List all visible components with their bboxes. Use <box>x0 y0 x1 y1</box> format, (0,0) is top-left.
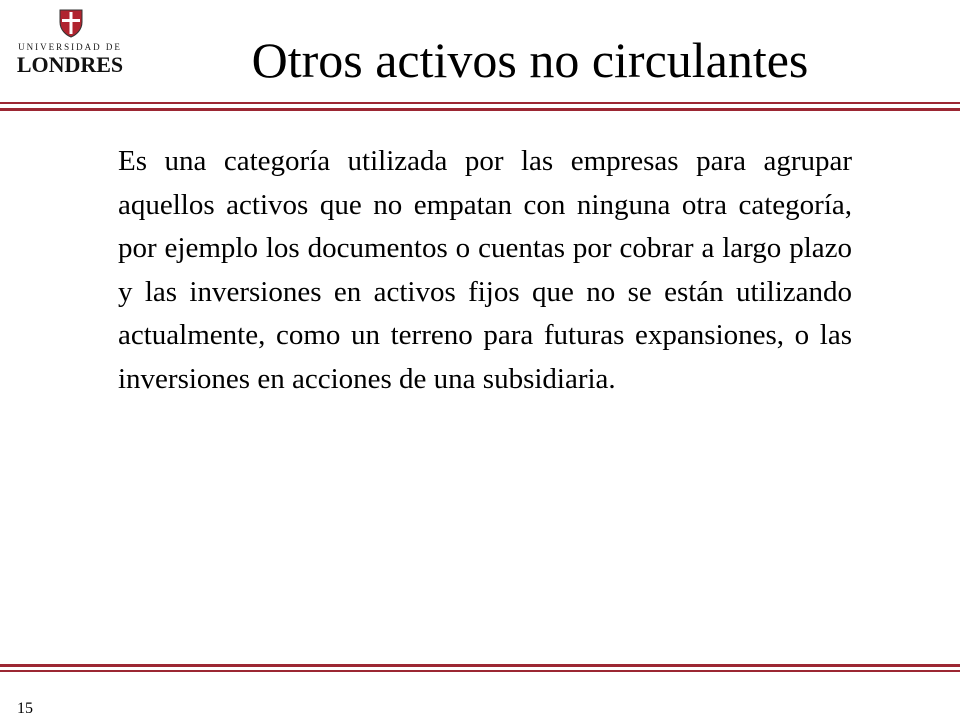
footer-divider-thick <box>0 664 960 667</box>
page-number: 15 <box>17 700 33 717</box>
slide-body-paragraph: Es una categoría utilizada por las empresas para agrupar aquellos activos que no empatan con ninguna otra categoría, por ejemplo los documentos o cuentas por cobrar a largo plazo y las inversiones en activos fijos que no se están utilizando actualmente, como un terreno para futuras expansiones, o las inversiones en acciones de una subsidiaria. <box>118 145 852 395</box>
university-logo <box>6 8 134 80</box>
footer-divider-thin <box>0 670 960 672</box>
shield-icon <box>58 8 84 38</box>
slide-title: Otros activos no circulantes <box>251 32 809 88</box>
logo-londres-text: LONDRES <box>16 52 124 77</box>
header-divider-thin <box>0 102 960 104</box>
header-divider-thick <box>0 108 960 111</box>
logo-university-text: UNIVERSIDAD DE <box>18 42 122 52</box>
